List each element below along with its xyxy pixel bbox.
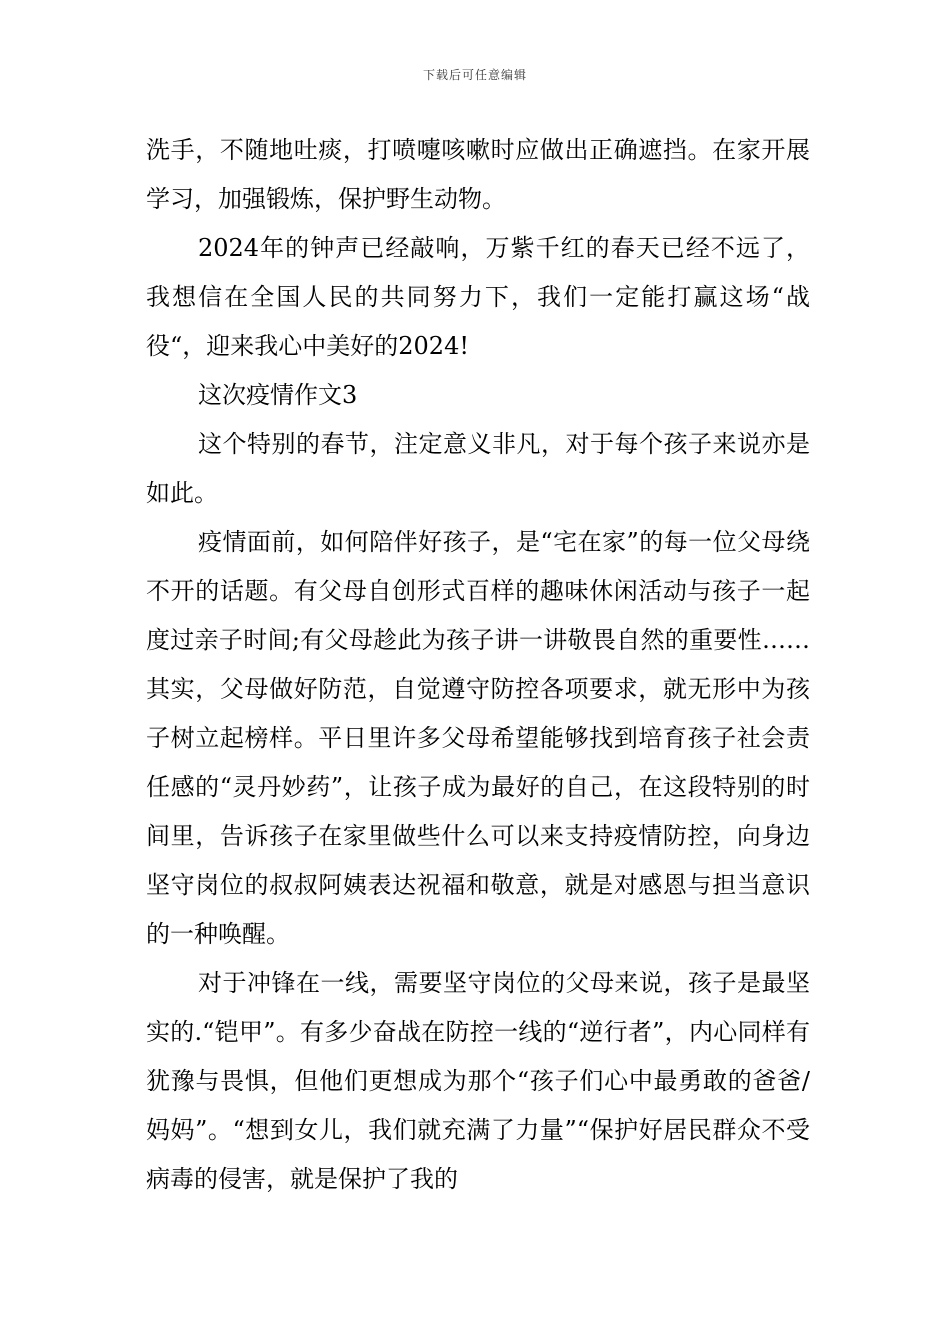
header-note: 下载后可任意编辑: [422, 68, 527, 82]
paragraph-3: 这个特别的春节，注定意义非凡，对于每个孩子来说亦是如此。: [146, 430, 810, 507]
paragraph-1: 洗手，不随地吐痰，打喷嚏咳嗽时应做出正确遮挡。在家开展学习，加强锻炼，保护野生动物。: [146, 136, 810, 213]
paragraph-2: 2024年的钟声已经敲响，万紫千红的春天已经不远了，我想信在全国人民的共同努力下，我们一定能打赢这场“战役“，迎来我心中美好的2024!: [146, 234, 810, 360]
document-body: [146, 126, 810, 1204]
paragraph-5: 对于冲锋在一线，需要坚守岗位的父母来说，孩子是最坚实的.“铠甲”。有多少奋战在防控一线的“逆行者”，内心同样有犹豫与畏惧，但他们更想成为那个“孩子们心中最勇敢的爸爸/妈妈”。“想到女儿，我们就充满了力量”“保护好居民群众不受病毒的侵害，就是保护了我的: [146, 969, 810, 1193]
section-heading: 这次疫情作文3: [198, 381, 358, 409]
paragraph-4: 疫情面前，如何陪伴好孩子，是“宅在家”的每一位父母绕不开的话题。有父母自创形式百样的趣味休闲活动与孩子一起度过亲子时间;有父母趁此为孩子讲一讲敬畏自然的重要性……其实，父母做好防范，自觉遵守防控各项要求，就无形中为孩子树立起榜样。平日里许多父母希望能够找到培育孩子社会责任感的“灵丹妙药”，让孩子成为最好的自己，在这段特别的时间里，告诉孩子在家里做些什么可以来支持疫情防控，向身边坚守岗位的叔叔阿姨表达祝福和敬意，就是对感恩与担当意识的一种唤醒。: [146, 528, 810, 948]
